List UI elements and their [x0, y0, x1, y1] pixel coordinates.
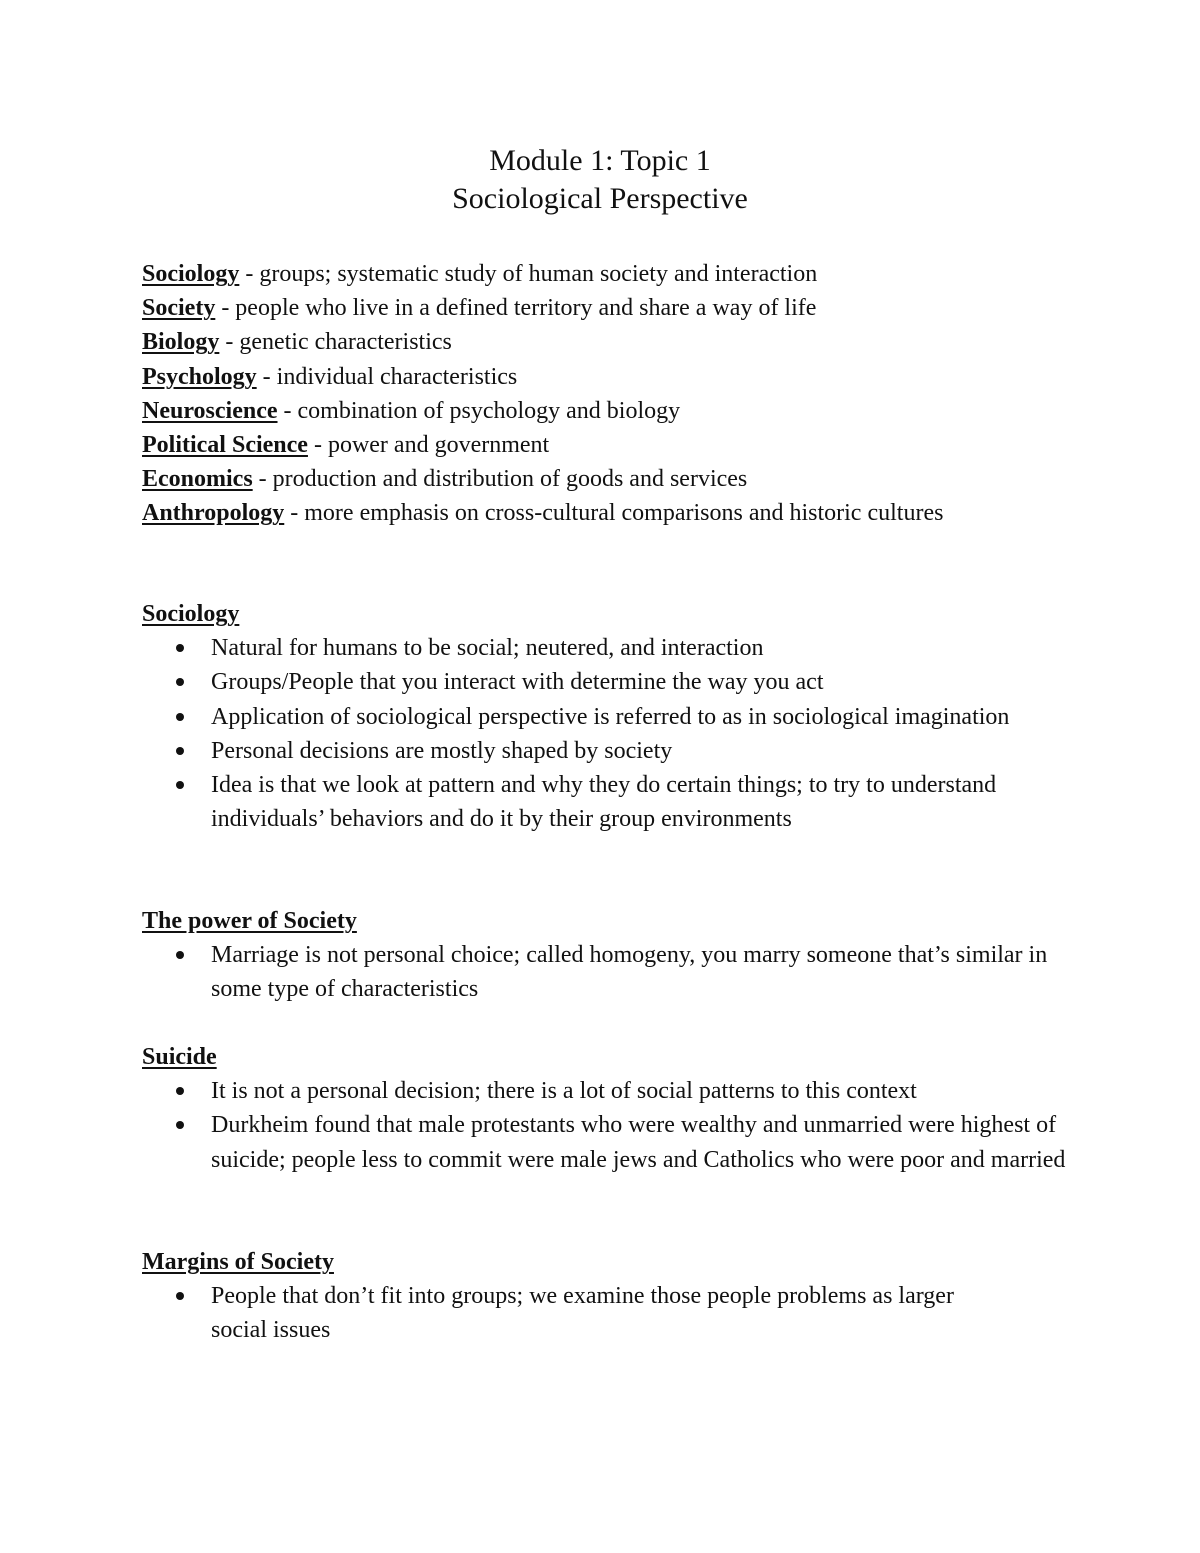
list-item-text: Groups/People that you interact with determine the way you act: [211, 669, 824, 696]
list-item: [142, 631, 1071, 665]
definition-line: [142, 428, 1142, 462]
list-item: [142, 734, 1071, 768]
definition-text: - production and distribution of goods and services: [252, 466, 748, 493]
list-item-text: Application of sociological perspective is referred to as in sociological imagination: [211, 703, 1010, 730]
definition-text: - groups; systematic study of human society and interaction: [239, 261, 818, 287]
bullet-icon: [176, 678, 184, 686]
definition-text: - more emphasis on cross-cultural comparisons and historic cultures: [284, 500, 944, 527]
list-item: [142, 700, 1011, 734]
definition-term: Economics: [142, 466, 253, 493]
list-item: [142, 768, 1011, 836]
section-heading: Suicide: [142, 1044, 217, 1070]
list-item-text: People that don’t fit into groups; we examine those people problems as larger social issues: [211, 1283, 954, 1344]
definition-term: Biology: [142, 329, 220, 356]
section-power-of-society: [142, 904, 1102, 1007]
section-sociology: [142, 597, 1102, 836]
definition-line: [142, 325, 1142, 359]
definition-text: - power and government: [307, 432, 550, 459]
bullet-icon: [176, 1087, 184, 1095]
definition-term: Psychology: [142, 363, 257, 390]
definitions-list: [142, 257, 1142, 531]
definition-text: - individual characteristics: [256, 363, 518, 390]
list-item-text: Durkheim found that male protestants who were wealthy and unmarried were highest of suicide; people less to commit were male jews and Catholics who were poor and married: [211, 1112, 1066, 1173]
bullet-list: [142, 1279, 1102, 1347]
list-item: [142, 665, 1071, 699]
bullet-icon: [176, 747, 184, 755]
definition-term: Anthropology: [142, 500, 285, 527]
definition-line: [142, 496, 1142, 530]
definition-line: [142, 360, 1142, 394]
list-item-text: It is not a personal decision; there is a lot of social patterns to this context: [211, 1078, 917, 1105]
bullet-icon: [176, 951, 184, 959]
list-item: [142, 1074, 1071, 1108]
section-suicide: [142, 1040, 1102, 1177]
bullet-icon: [176, 713, 184, 721]
definition-line: [142, 257, 1142, 291]
bullet-list: [142, 631, 1102, 836]
list-item: [142, 1108, 1071, 1176]
section-heading: The power of Society: [142, 908, 357, 934]
bullet-icon: [176, 644, 184, 652]
definition-text: - people who live in a defined territory and share a way of life: [215, 295, 817, 322]
section-margins-of-society: [142, 1245, 1102, 1348]
list-item-text: Personal decisions are mostly shaped by society: [211, 737, 673, 764]
definition-line: [142, 462, 1142, 496]
section-heading: Sociology: [142, 601, 240, 627]
definition-text: - genetic characteristics: [219, 329, 452, 356]
bullet-icon: [176, 1121, 184, 1129]
definition-term: Sociology: [142, 261, 240, 287]
bullet-list: [142, 938, 1102, 1006]
definition-text: - combination of psychology and biology: [277, 397, 681, 424]
document-subtitle: Sociological Perspective: [452, 182, 748, 215]
list-item-text: Idea is that we look at pattern and why they do certain things; to try to understand individuals’ behaviors and do it by their group environments: [211, 772, 997, 833]
definition-term: Political Science: [142, 432, 308, 459]
section-heading: Margins of Society: [142, 1249, 334, 1275]
list-item: [142, 1279, 1011, 1347]
definition-line: [142, 291, 1142, 325]
definition-term: Neuroscience: [142, 397, 278, 424]
definition-term: Society: [142, 295, 216, 322]
list-item-text: Natural for humans to be social; neutered, and interaction: [211, 635, 764, 662]
definition-line: [142, 394, 1142, 428]
bullet-icon: [176, 781, 184, 789]
document-title: Module 1: Topic 1: [489, 144, 711, 177]
bullet-list: [142, 1074, 1102, 1177]
bullet-icon: [176, 1292, 184, 1300]
list-item: [142, 938, 1071, 1006]
list-item-text: Marriage is not personal choice; called homogeny, you marry someone that’s similar in some type of characteristics: [211, 942, 1048, 1003]
